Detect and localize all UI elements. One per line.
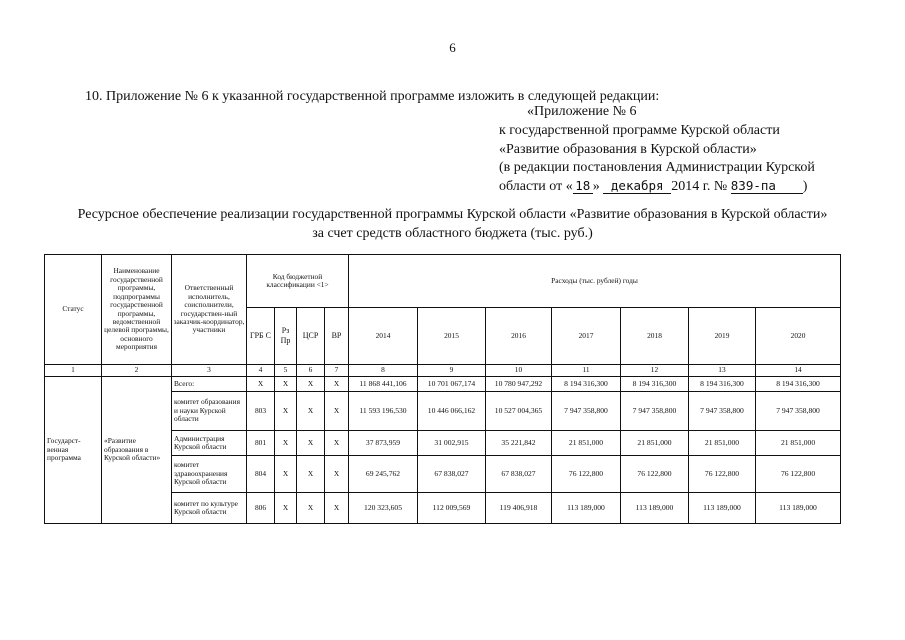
column-number: 12 [621, 365, 689, 377]
value-cell: 112 009,569 [418, 493, 486, 524]
executor-cell: Всего: [172, 377, 247, 392]
table-row [45, 377, 841, 392]
value-cell: 113 189,000 [621, 493, 689, 524]
value-cell: 113 189,000 [552, 493, 621, 524]
value-cell: 76 122,800 [621, 456, 689, 493]
value-cell: 119 406,918 [486, 493, 552, 524]
csr-cell: Х [297, 392, 325, 431]
executor-cell: комитет образования и науки Курской области [172, 392, 247, 431]
value-cell: 10 527 004,365 [486, 392, 552, 431]
amendment-paragraph: 10. Приложение № 6 к указанной государственной программе изложить в следующей редакции: [85, 89, 660, 104]
value-cell: 35 221,842 [486, 431, 552, 456]
value-cell: 21 851,000 [756, 431, 841, 456]
csr-cell: Х [297, 493, 325, 524]
title-line-2: за счет средств областного бюджета (тыс. руб.) [312, 226, 593, 241]
rzpr-cell: Х [275, 493, 297, 524]
value-cell: 67 838,027 [418, 456, 486, 493]
value-cell: 7 947 358,800 [621, 392, 689, 431]
column-number: 9 [418, 365, 486, 377]
value-cell: 21 851,000 [689, 431, 756, 456]
value-cell: 113 189,000 [756, 493, 841, 524]
doc-number: 839-па [731, 178, 803, 194]
header-year: 2019 [689, 308, 756, 365]
column-number: 13 [689, 365, 756, 377]
value-cell: 8 194 316,300 [621, 377, 689, 392]
appendix-line-1: «Приложение № 6 [527, 104, 637, 119]
value-cell: 21 851,000 [552, 431, 621, 456]
column-number: 11 [552, 365, 621, 377]
column-number: 5 [275, 365, 297, 377]
executor-cell: комитет здравоохранения Курской области [172, 456, 247, 493]
value-cell: 8 194 316,300 [552, 377, 621, 392]
value-cell: 10 446 066,162 [418, 392, 486, 431]
program-name-cell: «Развитие образования в Курской области» [102, 377, 172, 524]
value-cell: 10 701 067,174 [418, 377, 486, 392]
header-rzpr: Рз Пр [275, 308, 297, 365]
date-day: 18 [573, 178, 593, 194]
value-cell: 76 122,800 [689, 456, 756, 493]
header-name: Наименование государственной программы, подпрограммы государственной программы, ведомственной целевой программы, основного мероприятия [102, 255, 172, 365]
value-cell: 76 122,800 [756, 456, 841, 493]
header-year: 2014 [349, 308, 418, 365]
value-cell: 7 947 358,800 [552, 392, 621, 431]
value-cell: 21 851,000 [621, 431, 689, 456]
header-year: 2016 [486, 308, 552, 365]
column-number: 1 [45, 365, 102, 377]
value-cell: 8 194 316,300 [756, 377, 841, 392]
column-number: 6 [297, 365, 325, 377]
date-month: декабря [603, 178, 671, 194]
value-cell: 7 947 358,800 [756, 392, 841, 431]
header-status: Статус [45, 255, 102, 365]
vr-cell: Х [325, 493, 349, 524]
value-cell: 10 780 947,292 [486, 377, 552, 392]
appendix-block [499, 103, 815, 197]
column-number: 8 [349, 365, 418, 377]
value-cell: 7 947 358,800 [689, 392, 756, 431]
rzpr-cell: Х [275, 392, 297, 431]
rzpr-cell: Х [275, 456, 297, 493]
grbs-cell: Х [247, 377, 275, 392]
value-cell: 8 194 316,300 [689, 377, 756, 392]
header-year: 2020 [756, 308, 841, 365]
value-cell: 11 868 441,106 [349, 377, 418, 392]
value-cell: 69 245,762 [349, 456, 418, 493]
header-year: 2015 [418, 308, 486, 365]
executor-cell: комитет по культуре Курской области [172, 493, 247, 524]
header-grbs: ГРБ С [247, 308, 275, 365]
value-cell: 67 838,027 [486, 456, 552, 493]
column-number: 10 [486, 365, 552, 377]
header-budget-code: Код бюджетной классификации <1> [247, 255, 349, 308]
date-quote: » [592, 179, 600, 195]
rzpr-cell: Х [275, 377, 297, 392]
header-vr: ВР [325, 308, 349, 365]
vr-cell: Х [325, 456, 349, 493]
column-number: 4 [247, 365, 275, 377]
vr-cell: Х [325, 392, 349, 431]
appendix-line-2: к государственной программе Курской области [499, 122, 780, 138]
vr-cell: Х [325, 377, 349, 392]
csr-cell: Х [297, 456, 325, 493]
header-year: 2017 [552, 308, 621, 365]
date-prefix: области от « [499, 179, 573, 195]
executor-cell: Администрация Курской области [172, 431, 247, 456]
header-expenses: Расходы (тыс. рублей) годы [349, 255, 841, 308]
appendix-line-4: (в редакции постановления Администрации Курской [499, 160, 815, 176]
rzpr-cell: Х [275, 431, 297, 456]
header-csr: ЦСР [297, 308, 325, 365]
csr-cell: Х [297, 431, 325, 456]
value-cell: 31 002,915 [418, 431, 486, 456]
csr-cell: Х [297, 377, 325, 392]
column-number: 7 [325, 365, 349, 377]
status-cell: Государст-венная программа [45, 377, 102, 524]
grbs-cell: 803 [247, 392, 275, 431]
header-year: 2018 [621, 308, 689, 365]
value-cell: 113 189,000 [689, 493, 756, 524]
title-line-1: Ресурсное обеспечение реализации государственной программы Курской области «Развитие образования в Курской области» [77, 207, 828, 222]
value-cell: 76 122,800 [552, 456, 621, 493]
document-title [0, 205, 905, 243]
page-number: 6 [449, 40, 456, 55]
grbs-cell: 806 [247, 493, 275, 524]
header-executor: Ответственный исполнитель, соисполнители, государствен-ный заказчик-координатор, участники [172, 255, 247, 365]
value-cell: 120 323,605 [349, 493, 418, 524]
column-number: 2 [102, 365, 172, 377]
date-suffix: ) [802, 179, 808, 195]
date-year: 2014 г. № [671, 179, 728, 195]
appendix-date-line [499, 178, 815, 197]
appendix-line-3: «Развитие образования в Курской области» [499, 141, 757, 157]
grbs-cell: 804 [247, 456, 275, 493]
value-cell: 11 593 196,530 [349, 392, 418, 431]
column-number: 3 [172, 365, 247, 377]
column-number: 14 [756, 365, 841, 377]
grbs-cell: 801 [247, 431, 275, 456]
resource-table [44, 254, 841, 524]
vr-cell: Х [325, 431, 349, 456]
value-cell: 37 873,959 [349, 431, 418, 456]
